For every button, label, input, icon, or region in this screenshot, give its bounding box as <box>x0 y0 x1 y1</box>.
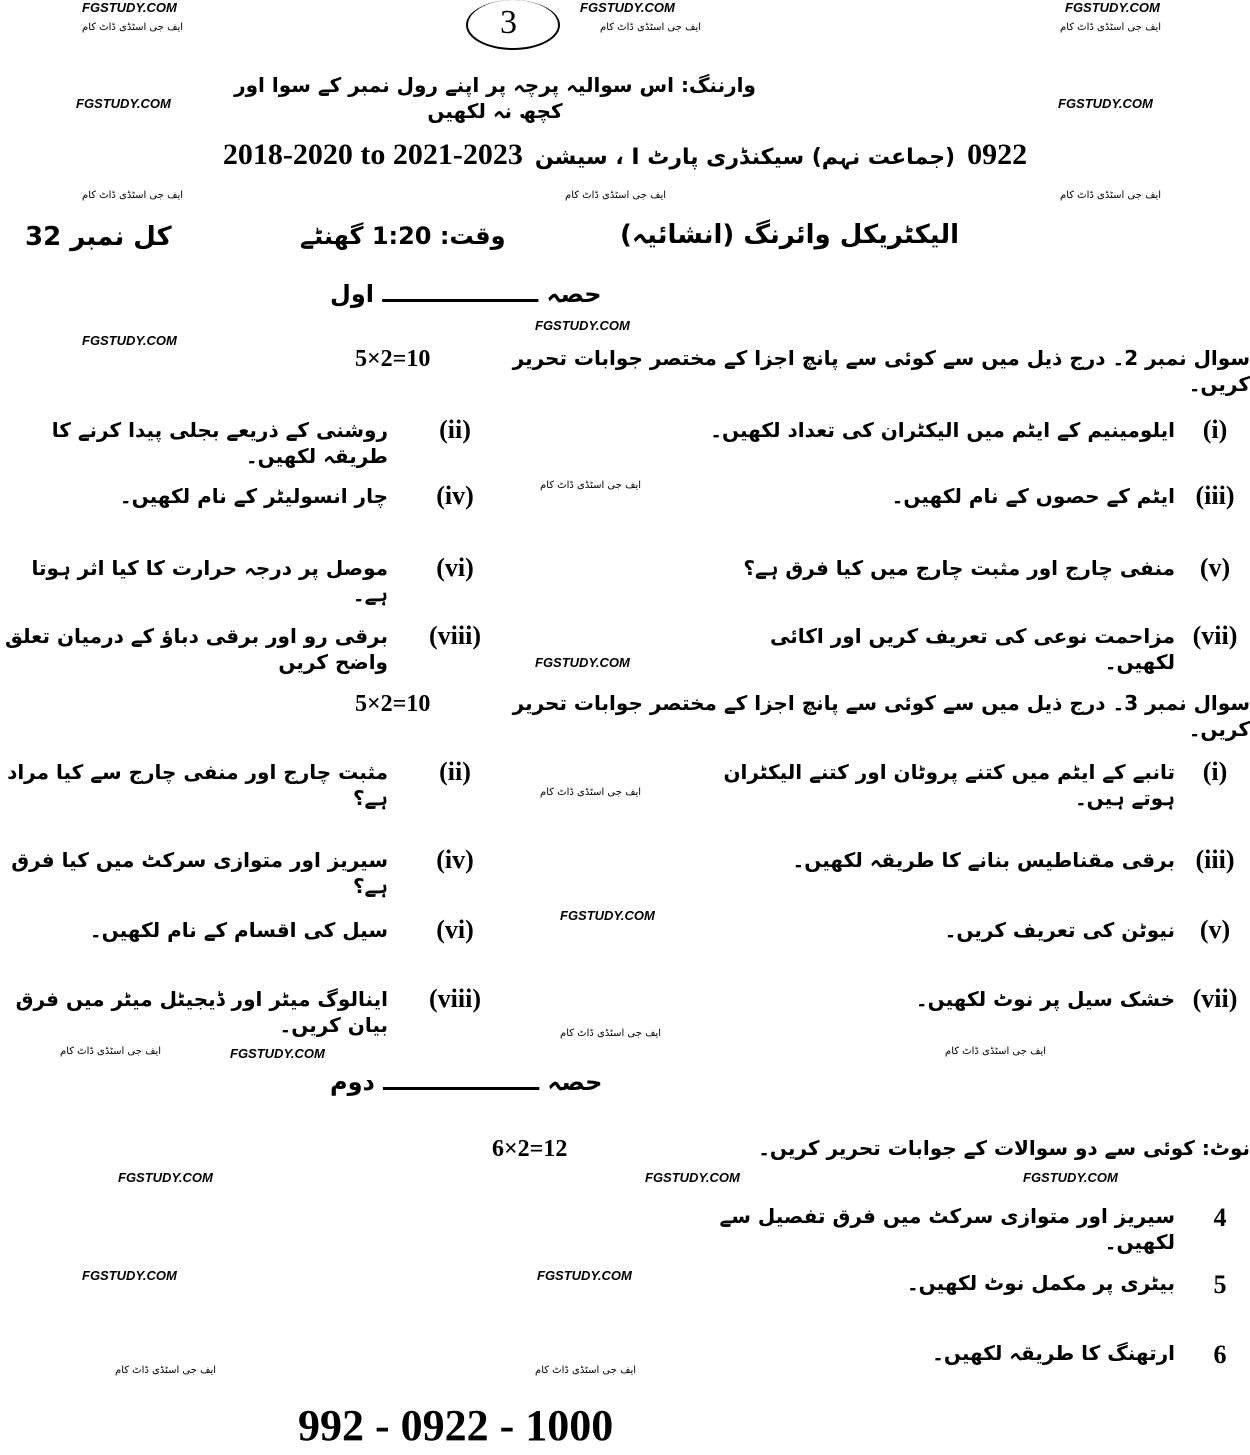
section-1-title: حصہ ـــــــــــــــــــ اول <box>330 280 602 308</box>
item-text: منفی چارج اور مثبت چارج میں کیا فرق ہے؟ <box>743 556 1175 580</box>
warning-text: وارننگ: اس سوالیہ پرچہ پر اپنے رول نمبر کے سوا اور کچھ نہ لکھیں <box>234 73 756 123</box>
item-text: سیل کی اقسام کے نام لکھیں۔ <box>89 918 388 942</box>
watermark-urdu: ایف جی اسٹڈی ڈاٹ کام <box>82 22 184 33</box>
watermark-urdu: ایف جی اسٹڈی ڈاٹ کام <box>115 1365 217 1376</box>
paper-code: 0922 <box>967 138 1028 171</box>
watermark-urdu: ایف جی اسٹڈی ڈاٹ کام <box>560 1028 662 1039</box>
watermark: FGSTUDY.COM <box>1023 1170 1118 1185</box>
item-label: (iv) <box>436 481 474 510</box>
watermark-urdu: ایف جی اسٹڈی ڈاٹ کام <box>600 22 702 33</box>
question-number: 6 <box>1213 1340 1227 1369</box>
section-2-title: حصہ ـــــــــــــــــــ دوم <box>330 1068 603 1096</box>
session-line <box>40 138 1210 172</box>
item-label: (viii) <box>429 984 481 1013</box>
question-text: بیٹری پر مکمل نوٹ لکھیں۔ <box>906 1271 1175 1295</box>
session-years: 2018-2020 to 2021-2023 <box>222 138 523 171</box>
watermark: FGSTUDY.COM <box>1065 0 1160 15</box>
item-label: (i) <box>1202 757 1228 786</box>
watermark: FGSTUDY.COM <box>76 96 171 111</box>
watermark-urdu: ایف جی اسٹڈی ڈاٹ کام <box>1060 22 1162 33</box>
section-2-note: نوٹ: کوئی سے دو سوالات کے جوابات تحریر کریں۔ <box>758 1136 1250 1160</box>
watermark: FGSTUDY.COM <box>537 1268 632 1283</box>
watermark-urdu: ایف جی اسٹڈی ڈاٹ کام <box>82 190 184 201</box>
item-text: چار انسولیٹر کے نام لکھیں۔ <box>119 484 388 508</box>
item-text: خشک سیل پر نوٹ لکھیں۔ <box>915 987 1175 1011</box>
item-text: سیریز اور متوازی سرکٹ میں کیا فرق ہے؟ <box>11 848 388 898</box>
item-label: (ii) <box>439 757 471 786</box>
item-text: برقی رو اور برقی دباؤ کے درمیان تعلق واضح کریں <box>4 624 388 674</box>
item-text: تانبے کے ایٹم میں کتنے پروٹان اور کتنے الیکٹران ہوتے ہیں۔ <box>723 760 1175 810</box>
total-marks: کل نمبر 32 <box>25 222 172 252</box>
time-allowed: وقت: 1:20 گھنٹے <box>300 222 506 250</box>
question-text: ارتھنگ کا طریقہ لکھیں۔ <box>932 1341 1175 1365</box>
item-text: اینالوگ میٹر اور ڈیجیٹل میٹر میں فرق بیان کریں۔ <box>15 987 388 1037</box>
watermark: FGSTUDY.COM <box>82 333 177 348</box>
watermark-urdu: ایف جی اسٹڈی ڈاٹ کام <box>565 190 667 201</box>
item-text: ایٹم کے حصوں کے نام لکھیں۔ <box>891 484 1175 508</box>
item-text: نیوٹن کی تعریف کریں۔ <box>944 918 1175 942</box>
item-label: (v) <box>1199 553 1231 582</box>
q2-marks: 5×2=10 <box>355 346 431 372</box>
item-label: (v) <box>1199 915 1231 944</box>
watermark-urdu: ایف جی اسٹڈی ڈاٹ کام <box>945 1046 1047 1057</box>
watermark: FGSTUDY.COM <box>82 0 177 15</box>
watermark: FGSTUDY.COM <box>230 1046 325 1061</box>
item-label: (vi) <box>436 553 474 582</box>
item-label: (iv) <box>436 845 474 874</box>
q3-heading: سوال نمبر 3۔ درج ذیل میں سے کوئی سے پانچ اجزا کے مختصر جوابات تحریر کریں۔ <box>512 691 1250 741</box>
item-text: برقی مقناطیس بنانے کا طریقہ لکھیں۔ <box>792 848 1175 872</box>
item-label: (vi) <box>436 915 474 944</box>
page-number: 3 <box>500 4 517 41</box>
watermark: FGSTUDY.COM <box>580 0 675 15</box>
watermark-urdu: ایف جی اسٹڈی ڈاٹ کام <box>540 787 642 798</box>
question-number: 5 <box>1213 1270 1227 1299</box>
watermark-urdu: ایف جی اسٹڈی ڈاٹ کام <box>535 1365 637 1376</box>
watermark-urdu: ایف جی اسٹڈی ڈاٹ کام <box>1060 190 1162 201</box>
item-label: (viii) <box>429 621 481 650</box>
item-text: مثبت چارج اور منفی چارج سے کیا مراد ہے؟ <box>7 760 388 810</box>
watermark: FGSTUDY.COM <box>118 1170 213 1185</box>
watermark: FGSTUDY.COM <box>560 908 655 923</box>
item-label: (ii) <box>439 415 471 444</box>
section-2-marks: 6×2=12 <box>492 1136 568 1162</box>
question-number: 4 <box>1213 1203 1227 1232</box>
item-label: (iii) <box>1195 845 1235 874</box>
watermark-urdu: ایف جی اسٹڈی ڈاٹ کام <box>540 480 642 491</box>
item-text: موصل پر درجہ حرارت کا کیا اثر ہوتا ہے۔ <box>31 556 388 606</box>
q2-heading: سوال نمبر 2۔ درج ذیل میں سے کوئی سے پانچ اجزا کے مختصر جوابات تحریر کریں۔ <box>512 346 1250 396</box>
item-label: (i) <box>1202 415 1228 444</box>
item-text: روشنی کے ذریعے بجلی پیدا کرنے کا طریقہ لکھیں۔ <box>51 418 388 468</box>
watermark: FGSTUDY.COM <box>1058 96 1153 111</box>
watermark: FGSTUDY.COM <box>535 318 630 333</box>
watermark: FGSTUDY.COM <box>645 1170 740 1185</box>
item-label: (vii) <box>1192 621 1238 650</box>
watermark: FGSTUDY.COM <box>535 655 630 670</box>
item-label: (vii) <box>1192 984 1238 1013</box>
watermark-urdu: ایف جی اسٹڈی ڈاٹ کام <box>60 1046 162 1057</box>
item-text: مزاحمت نوعی کی تعریف کریں اور اکائی لکھیں۔ <box>770 624 1175 674</box>
item-text: ایلومینیم کے ایٹم میں الیکٹران کی تعداد لکھیں۔ <box>710 418 1175 442</box>
class-line: (جماعت نہم) سیکنڈری پارٹ I ، سیشن <box>534 145 956 170</box>
watermark: FGSTUDY.COM <box>82 1268 177 1283</box>
item-label: (iii) <box>1195 481 1235 510</box>
subject-title: الیکٹریکل وائرنگ (انشائیہ) <box>620 220 960 250</box>
q3-marks: 5×2=10 <box>355 691 431 717</box>
footer-code: 992 - 0922 - 1000 <box>298 1401 614 1450</box>
question-text: سیریز اور متوازی سرکٹ میں فرق تفصیل سے لکھیں۔ <box>719 1204 1175 1254</box>
